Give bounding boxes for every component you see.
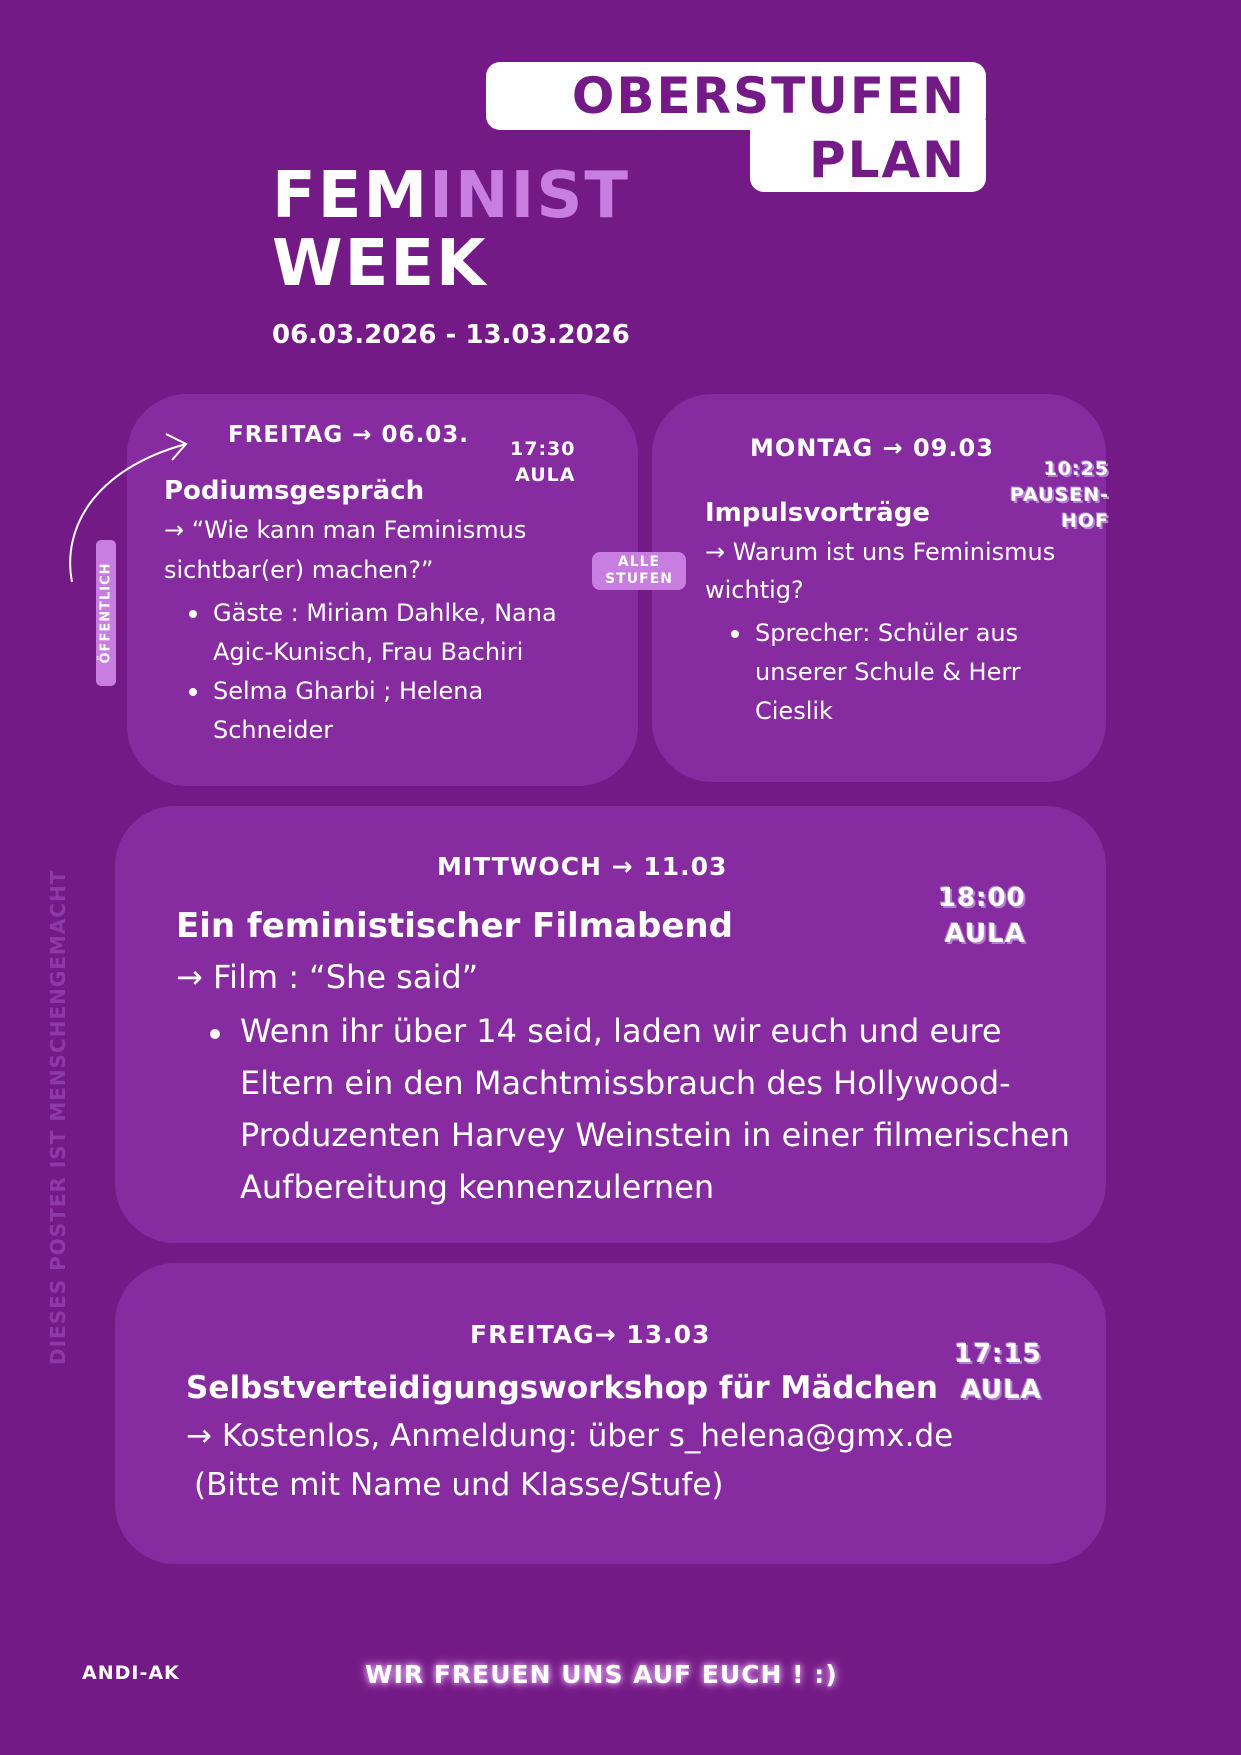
event-bullet-list (755, 614, 1085, 731)
list-item: Sprecher: Schüler aus unserer Schule & Herr Cieslik (755, 614, 1085, 731)
event-place-line1: PAUSEN- (1010, 484, 1110, 506)
poster-title-line1 (272, 160, 630, 232)
event-time-place (1010, 456, 1109, 534)
date-range: 06.03.2026 - 13.03.2026 (272, 320, 630, 350)
event-time-place (938, 880, 1026, 952)
all-levels-line2: STUFEN (605, 571, 673, 587)
side-disclaimer: DIESES POSTER IST MENSCHENGEMACHT (46, 869, 70, 1365)
event-day: FREITAG → 06.03. (228, 422, 470, 448)
event-time-place (510, 436, 575, 488)
list-item: Gäste : Miriam Dahlke, Nana Agic-Kunisch, Frau Bachiri (213, 594, 603, 672)
event-place-line2: HOF (1061, 510, 1110, 532)
event-description-line1: → Film : “She said” (176, 958, 479, 996)
title-part2-highlight: INIST (429, 159, 631, 233)
event-time-place (954, 1336, 1042, 1408)
event-card-friday-2 (115, 1263, 1106, 1564)
event-time: 10:25 (1043, 458, 1110, 480)
event-title: Podiumsgespräch (164, 476, 425, 506)
event-place: AULA (515, 464, 576, 486)
public-badge-label: ÖFFENTLICH (98, 562, 114, 664)
all-levels-line1: ALLE (617, 554, 661, 570)
event-place: AULA (960, 1375, 1042, 1405)
event-bullet-list (213, 594, 603, 750)
plan-label-line1: OBERSTUFEN (571, 67, 966, 125)
event-title: Ein feministischer Filmabend (176, 906, 733, 946)
event-time: 17:30 (510, 438, 576, 460)
event-title: Selbstverteidigungsworkshop für Mädchen (186, 1370, 938, 1406)
event-description-line1: → “Wie kann man Feminismus (164, 516, 527, 544)
event-title: Impulsvorträge (705, 498, 930, 528)
public-badge (96, 540, 116, 686)
organizer-credit: ANDI-AK (82, 1662, 180, 1684)
all-levels-badge (592, 552, 686, 590)
event-bullet-list (240, 1005, 1090, 1213)
event-day: FREITAG→ 13.03 (470, 1320, 711, 1349)
poster-title-line2: WEEK (272, 227, 488, 301)
event-description-line2: wichtig? (705, 576, 804, 604)
event-description-line2: sichtbar(er) machen?” (164, 556, 434, 584)
event-day: MONTAG → 09.03 (750, 434, 994, 462)
event-description-line1: → Kostenlos, Anmeldung: über s_helena@gmx.de (186, 1418, 954, 1454)
event-description-line2: (Bitte mit Name und Klasse/Stufe) (194, 1467, 724, 1503)
list-item: Wenn ihr über 14 seid, laden wir euch und eure Eltern ein den Machtmissbrauch des Hollywood-Produzenten Harvey Weinstein in einer filmerischen Aufbereitung kennenzulernen (240, 1005, 1090, 1213)
event-description-line1: → Warum ist uns Feminismus (705, 538, 1056, 566)
event-time: 17:15 (954, 1339, 1042, 1369)
closing-message: WIR FREUEN UNS AUF EUCH ! :) (365, 1660, 838, 1689)
list-item: Selma Gharbi ; Helena Schneider (213, 672, 603, 750)
event-time: 18:00 (938, 883, 1026, 913)
event-place: AULA (944, 919, 1026, 949)
plan-label-line2: PLAN (808, 131, 966, 189)
event-day: MITTWOCH → 11.03 (437, 852, 728, 881)
title-part1: FEM (272, 159, 430, 233)
